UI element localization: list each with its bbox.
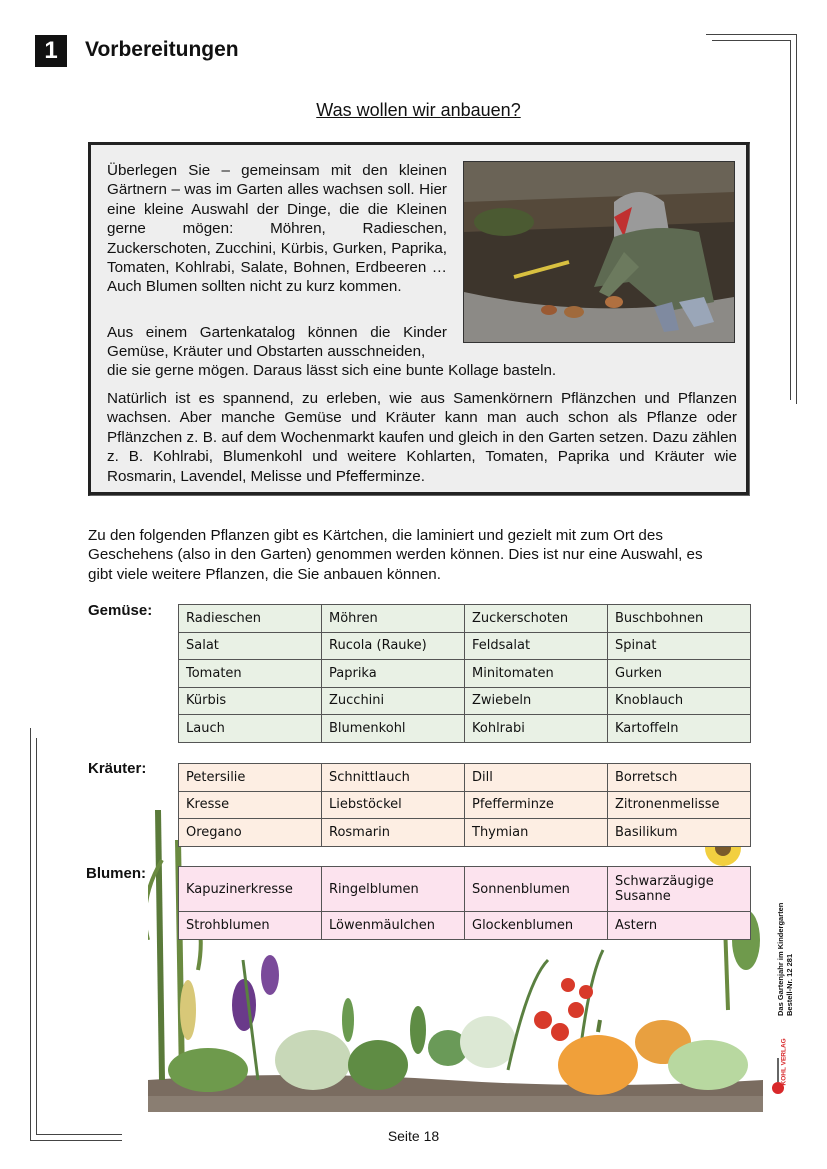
page-subtitle [0, 100, 827, 121]
table-row [179, 632, 751, 660]
page-number: Seite 18 [387, 1128, 440, 1144]
side-title: Das Gartenjahr im Kindergarten [776, 902, 785, 1016]
plant-cell: Rucola (Rauke) [322, 632, 465, 660]
section-label-kraeuter: Kräuter: [88, 760, 147, 777]
table-row [179, 867, 751, 912]
section-label-blumen: Blumen: [86, 865, 146, 882]
side-order-number: Bestell-Nr. 12 281 [785, 953, 794, 1016]
plant-cell: Liebstöckel [322, 791, 465, 819]
plant-cell: Oregano [179, 819, 322, 847]
photo-illustration [464, 162, 734, 342]
info-paragraph: Natürlich ist es spannend, zu erleben, wie aus Samenkörnern Pflänzchen und Pflanzen wachsen. Aber manche Gemüse und Kräuter kann man auch schon als Pflanze oder Pflänzchen z. B. auf dem Wochenmarkt kaufen und gleich in den Garten setzen. Dazu zählen z. B. Kohlrabi, Blumenkohl und weitere Kohlarten, Tomaten, Paprika und Kräuter wie Rosmarin, Lavendel, Melisse und Pfefferminze. [107, 390, 737, 485]
plant-cell: Petersilie [179, 764, 322, 792]
plant-cell: Kohlrabi [465, 715, 608, 743]
plant-cell: Salat [179, 632, 322, 660]
plant-cell: Kürbis [179, 687, 322, 715]
plant-cell: Möhren [322, 605, 465, 633]
child-gardening-photo [463, 161, 735, 343]
plant-cell: Strohblumen [179, 912, 322, 940]
plant-cell: Zitronenmelisse [608, 791, 751, 819]
plant-cell: Spinat [608, 632, 751, 660]
plant-cell: Zuckerschoten [465, 605, 608, 633]
plant-cell: Sonnenblumen [465, 867, 608, 912]
info-box [88, 142, 750, 496]
plant-cell: Buschbohnen [608, 605, 751, 633]
plant-cell: Radieschen [179, 605, 322, 633]
table-row [179, 764, 751, 792]
plant-cell: Löwenmäulchen [322, 912, 465, 940]
table-row [179, 660, 751, 688]
plant-cell: Zucchini [322, 687, 465, 715]
info-paragraph: Aus einem Gartenkatalog können die Kinder Gemüse, Kräuter und Obstarten ausschneiden, [107, 324, 447, 361]
section-label-gemuese: Gemüse: [88, 602, 153, 619]
plant-cell: Lauch [179, 715, 322, 743]
table-row [179, 605, 751, 633]
plant-cell: Borretsch [608, 764, 751, 792]
plant-cell: Pfefferminze [465, 791, 608, 819]
frame-line [712, 40, 790, 41]
plant-cell: Knoblauch [608, 687, 751, 715]
plant-cell: Paprika [322, 660, 465, 688]
frame-line [796, 34, 797, 404]
plant-cell: Kartoffeln [608, 715, 751, 743]
chapter-number: 1 [35, 35, 67, 67]
plant-cell: Dill [465, 764, 608, 792]
plant-cell: Tomaten [179, 660, 322, 688]
plant-cell: Gurken [608, 660, 751, 688]
plant-cell: Minitomaten [465, 660, 608, 688]
plant-cell: Rosmarin [322, 819, 465, 847]
intro-paragraph: Zu den folgenden Pflanzen gibt es Kärtchen, die laminiert und gezielt mit zum Ort des Geschehens (also in den Garten) genommen werden können. Dies ist nur eine Auswahl, es gibt viele weitere Pflanzen, die Sie anbauen können. [88, 527, 703, 583]
gemuese-table [178, 604, 751, 743]
plant-cell: Thymian [465, 819, 608, 847]
frame-line [706, 34, 796, 35]
plant-cell: Ringelblumen [322, 867, 465, 912]
info-paragraph: Überlegen Sie – gemeinsam mit den kleinen Gärtnern – was im Garten alles wachsen soll. Hier eine kleine Auswahl der Dinge, die die Kleinen gerne mögen: Möhren, Radieschen, Zuckerschoten, Zucchini, Kürbis, Gurken, Paprika, Tomaten, Kohlrabi, Salate, Bohnen, Erdbeeren … Auch Blumen sollten nicht zu kurz kommen. [107, 162, 447, 296]
kraeuter-table [178, 763, 751, 847]
plant-cell: Kresse [179, 791, 322, 819]
plant-cell: Kapuzinerkresse [179, 867, 322, 912]
blumen-table [178, 866, 751, 940]
plant-cell: Schwarzäugige Susanne [608, 867, 751, 912]
frame-line [790, 40, 791, 400]
plant-cell: Glockenblumen [465, 912, 608, 940]
plant-cell: Blumenkohl [322, 715, 465, 743]
publisher-logo [770, 1028, 796, 1098]
table-row [179, 791, 751, 819]
side-imprint [762, 870, 802, 1020]
table-row [179, 687, 751, 715]
table-row [179, 912, 751, 940]
plant-cell: Zwiebeln [465, 687, 608, 715]
frame-line [36, 738, 37, 1134]
plant-cell: Basilikum [608, 819, 751, 847]
publisher-name: KOHL VERLAG [780, 1038, 788, 1086]
info-paragraph: die sie gerne mögen. Daraus lässt sich eine bunte Kollage basteln. [107, 362, 557, 379]
frame-line [30, 728, 31, 1140]
table-row [179, 715, 751, 743]
table-row [179, 819, 751, 847]
plant-cell: Astern [608, 912, 751, 940]
subtitle-text: Was wollen wir anbauen? [316, 100, 521, 120]
plant-cell: Feldsalat [465, 632, 608, 660]
plant-cell: Schnittlauch [322, 764, 465, 792]
chapter-title: Vorbereitungen [85, 38, 239, 61]
